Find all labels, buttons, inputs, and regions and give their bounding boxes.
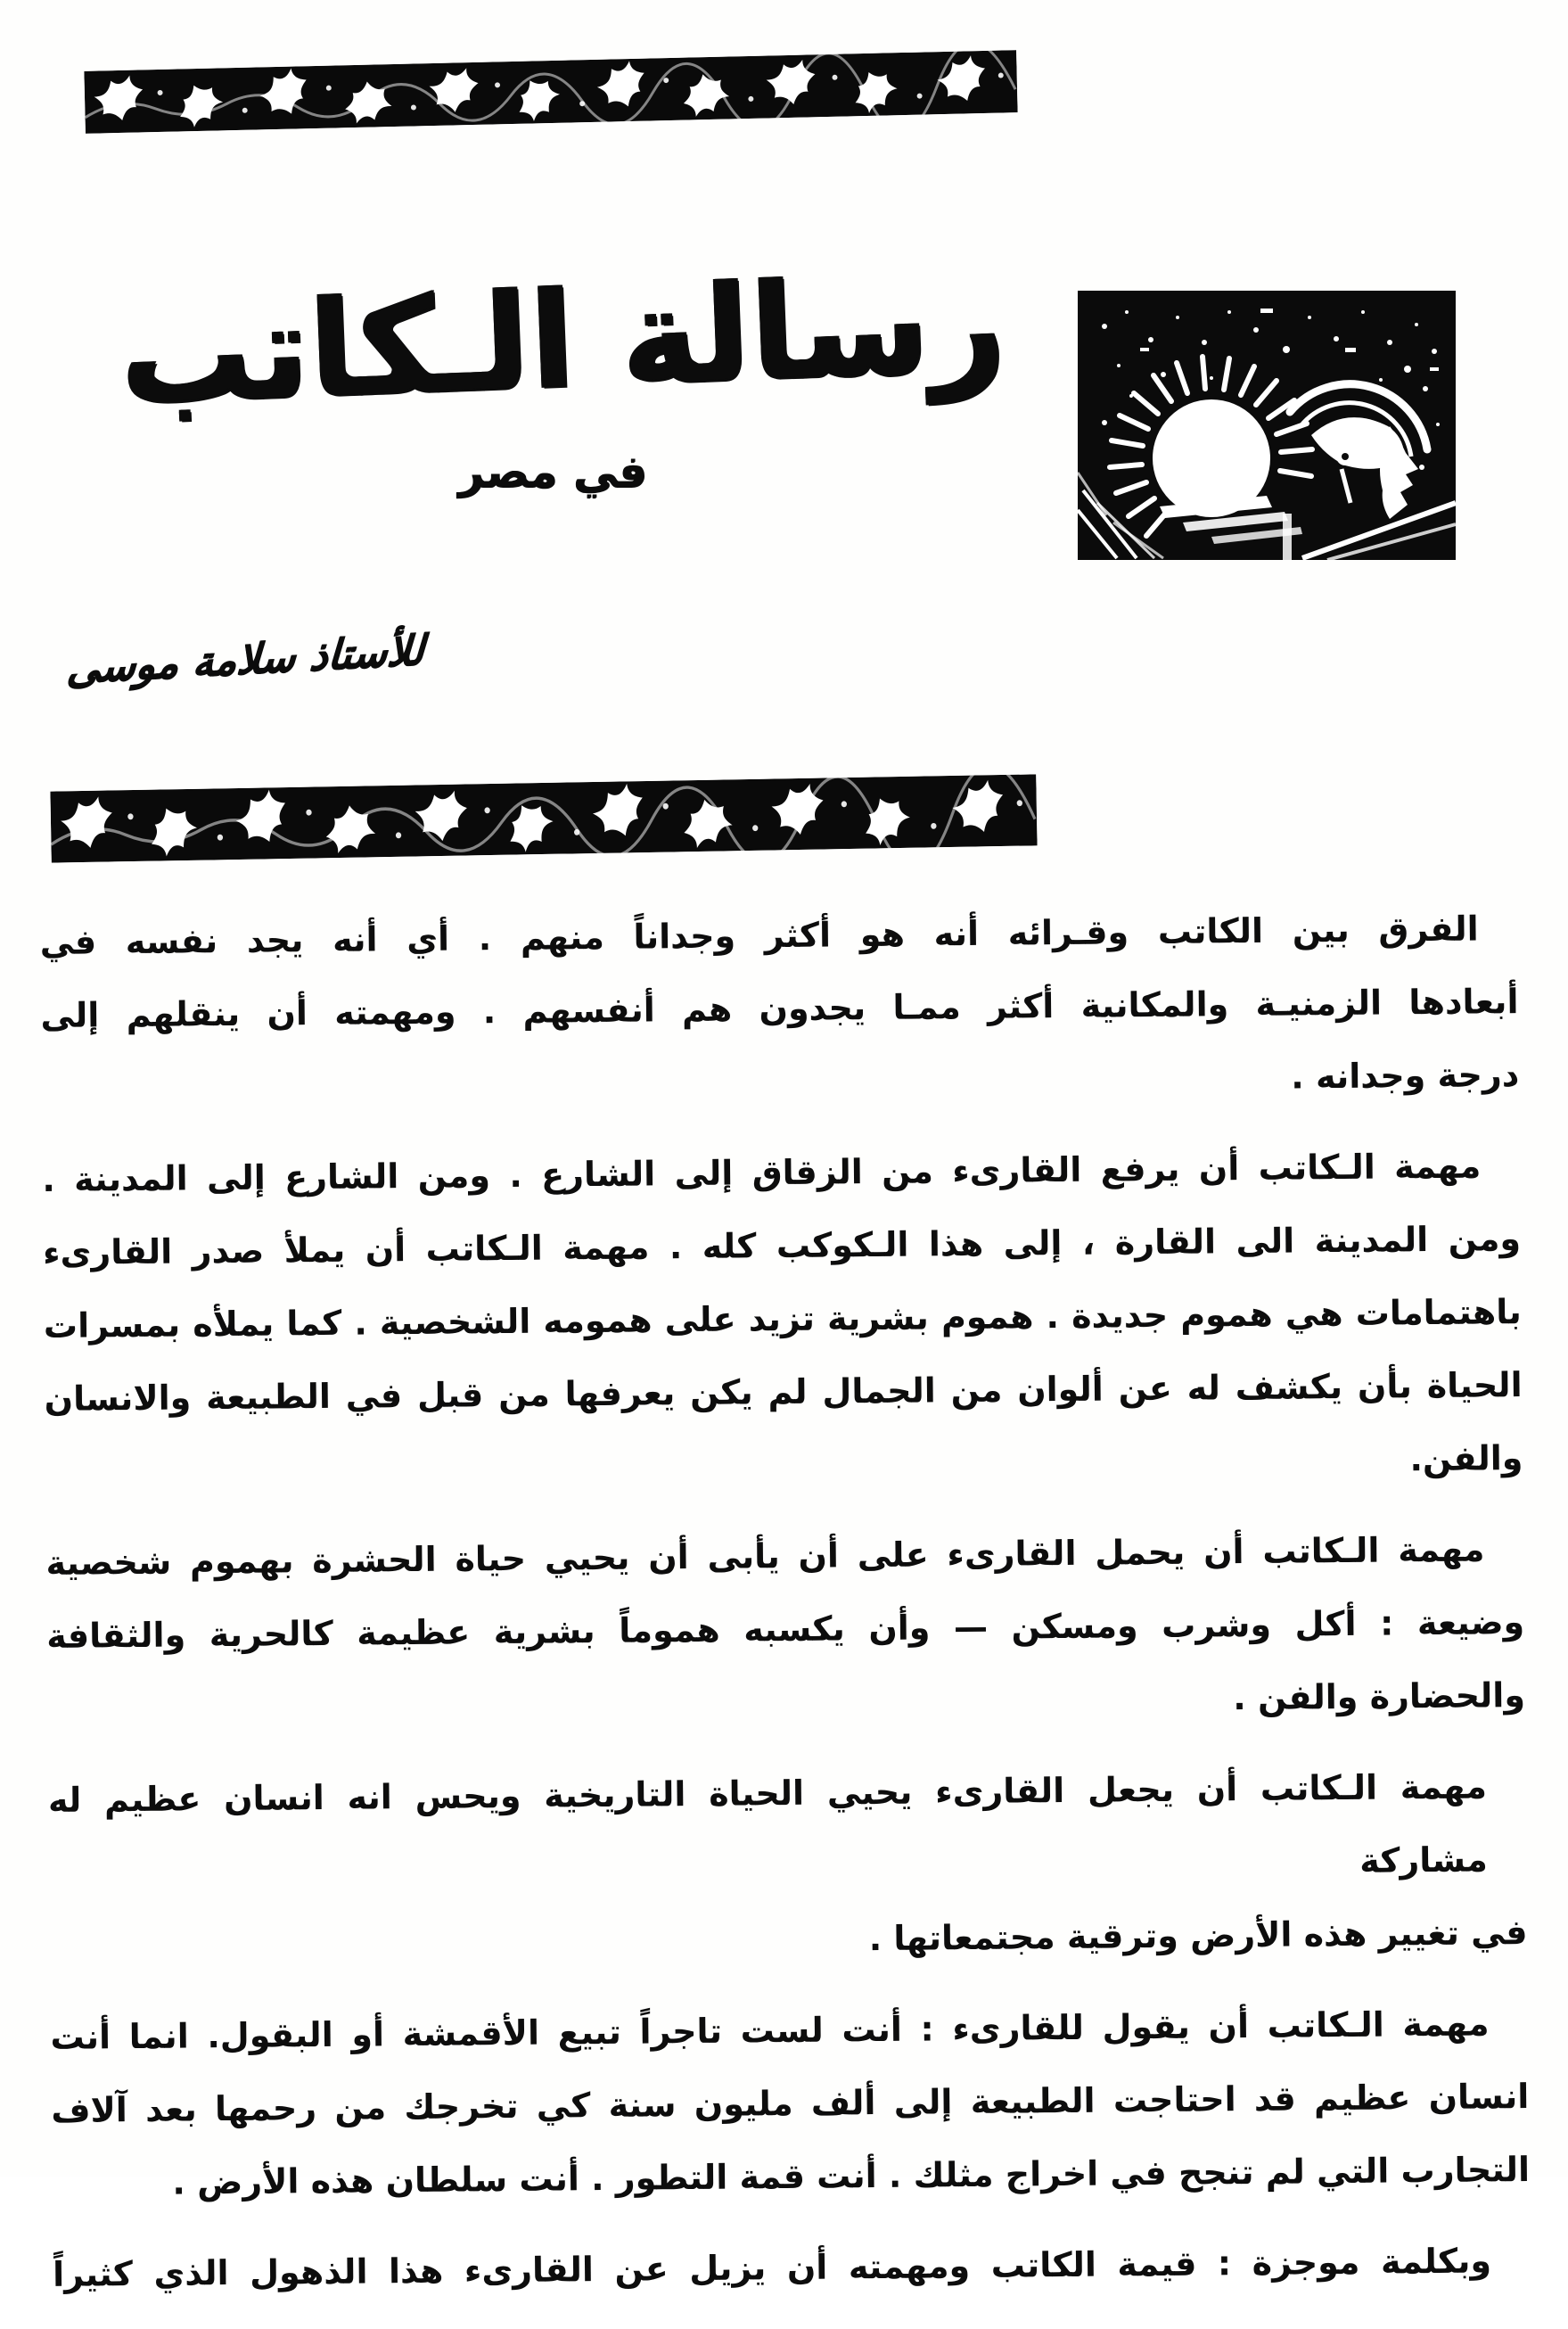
ivy-leaf-band-icon [50,774,1037,862]
ivy-leaf-band-icon [84,50,1017,134]
ivy-border-divider [50,774,1037,862]
ivy-border-top [84,50,1017,134]
text-line: مهمة الـكاتب أن يقول للقارىء : أنت لست تاجراً تبيع الأقمشة أو البقول. انما أنت [50,2004,1490,2057]
text-line: والحضارة والفن . [1233,1675,1526,1718]
text-line: أبعادها الزمنيـة والمكانية أكثر ممـا يجدون هم أنفسهم . ومهمته أن ينقلهم إلى [40,982,1519,1035]
page-title: رسالة الـكاتب [116,246,1007,434]
text-line: في تغيير هذه الأرض وترقية مجتمعاتها . [868,1913,1528,1959]
text-line: انسان عظيم قد احتاجت الطبيعة إلى ألف مليون سنة كي تخرجك من رحمها بعد آلاف [51,2077,1530,2130]
text-line: ومن المدينة الى القارة ، إلى هذا الـكوكب كله . مهمة الـكاتب أن يملأ صدر القارىء [42,1219,1522,1272]
paragraph [53,2224,1531,2311]
sun-and-head-profile-icon [1077,291,1457,560]
paragraph [50,1987,1530,2220]
text-line: درجة وجدانه . [1291,1055,1520,1097]
author-byline: للأستاذ سلامة موسى [65,625,425,693]
text-line: وضيعة : أكل وشرب ومسكن — وأن يكسبه هموماً بشرية عظيمة كالحرية والثقافة [46,1602,1525,1656]
text-line: مهمة الـكاتب أن يجعل القارىء يحيي الحياة التاريخية ويحس انه انسان عظيم له مشاركة [47,1766,1488,1880]
paragraph [45,1512,1525,1746]
text-line: مهمة الـكاتب أن يحمل القارىء على أن يأبى أن يحيي حياة الحشرة بهموم شخصية [45,1529,1485,1583]
text-line: مهمة الـكاتب أن يرفع القارىء من الزقاق إلى الشارع . ومن الشارع إلى المدينة . [42,1146,1482,1199]
text-line: وبكلمة موجزة : قيمة الكاتب ومهمته أن يزيل عن القارىء هذا الذهول الذي كثيراً [52,2241,1492,2294]
page-subtitle: في مصر [457,446,648,498]
paragraph [42,1129,1523,1509]
paragraph [39,892,1519,1125]
text-line: التجارب التي لم تنجح في اخراج مثلك . أنت قمة التطور . أنت سلطان هذه الأرض . [172,2150,1531,2202]
text-line: الحياة بأن يكشف له عن ألوان من الجمال لم يكن يعرفها من قبل في الطبيعة والانسان والفن. [44,1365,1523,1479]
paragraph [48,1749,1528,1983]
text-line: الفرق بين الكاتب وقـرائه أنه هو أكثر وجداناً منهم . أي أنه يجد نفسه في [39,909,1479,962]
woodcut-illustration [1077,291,1457,560]
article-body [39,892,1531,2329]
text-line: باهتمامات هي هموم جديدة . هموم بشرية تزيد على همومه الشخصية . كما يملأه بمسرات [43,1292,1523,1346]
